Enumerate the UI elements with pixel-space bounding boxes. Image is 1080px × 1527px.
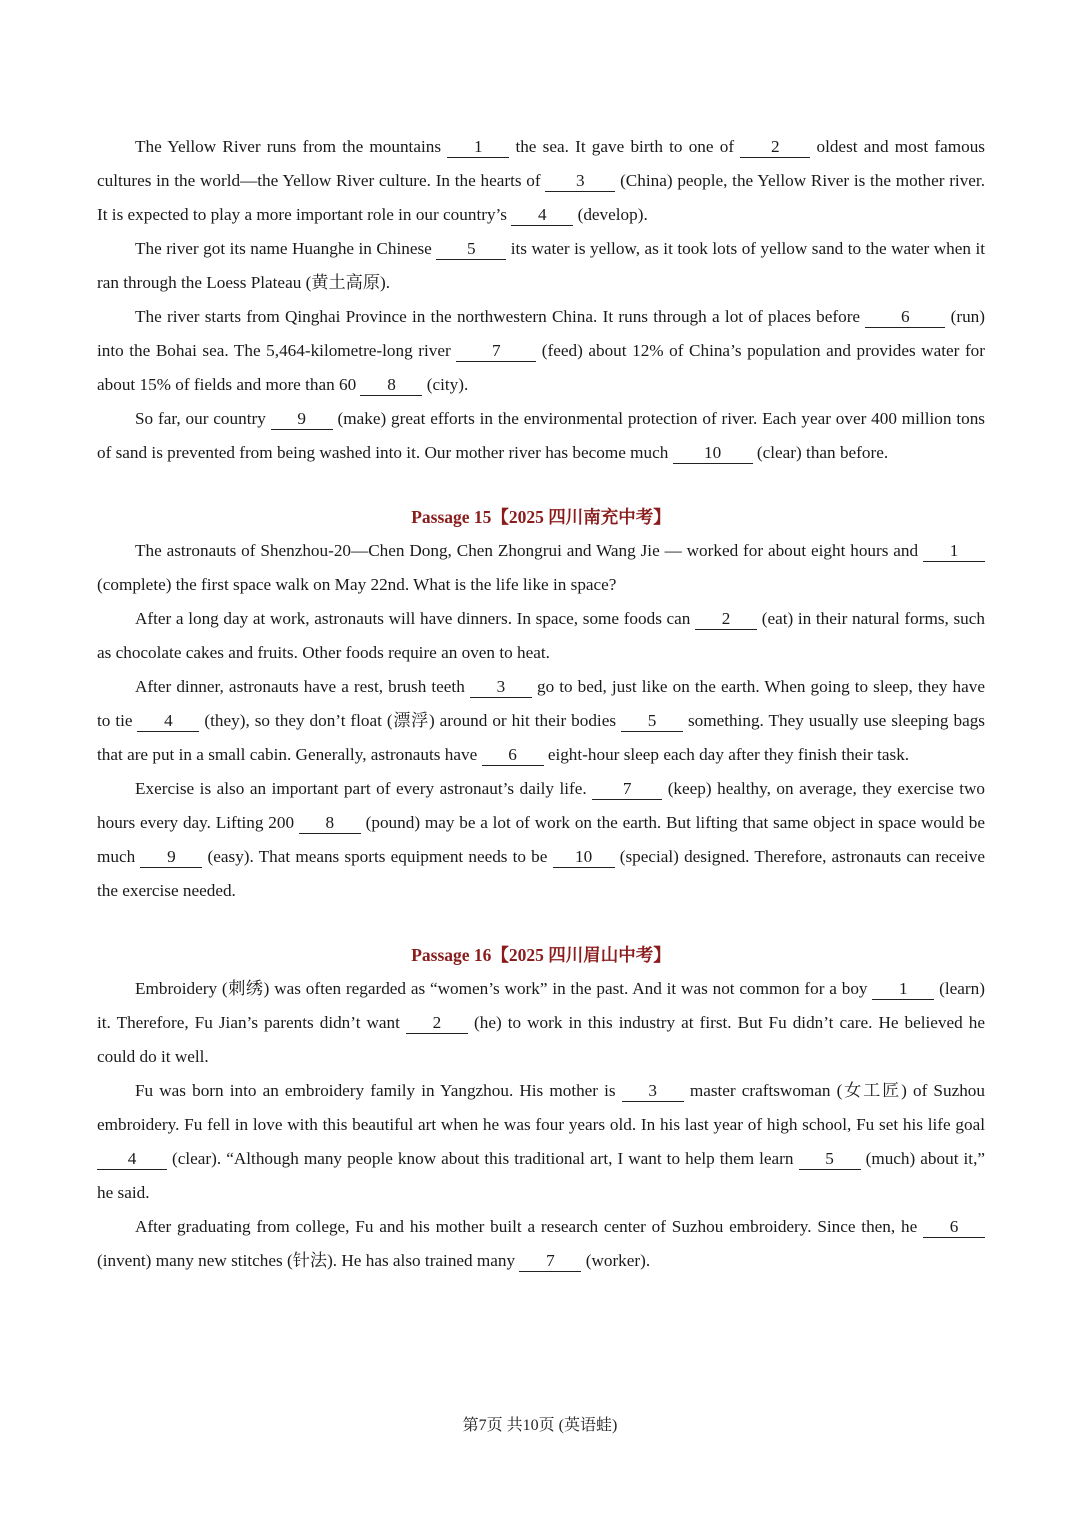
text: (run) into the Bohai sea. The 5,464-kilometre-long river xyxy=(97,307,985,360)
page-content xyxy=(97,130,985,1308)
text: (China) people, the Yellow River is the mother river. It is expected to play a more important role in our country’s xyxy=(97,171,985,224)
paragraph xyxy=(97,1074,985,1210)
passage-16 xyxy=(97,938,985,1278)
blank: 10 xyxy=(553,847,615,868)
text: So far, our country xyxy=(135,409,271,428)
text: Fu was born into an embroidery family in Yangzhou. His mother is xyxy=(135,1081,622,1100)
blank: 9 xyxy=(140,847,202,868)
text: (invent) many new stitches (针法). He has also trained many xyxy=(97,1251,520,1270)
text: (they), so they don’t float (漂浮) around or hit their bodies xyxy=(199,711,621,730)
page-footer: 第7页 共10页 (英语蛙) xyxy=(462,1417,618,1434)
text: After graduating from college, Fu and his mother built a research center of Suzhou embroidery. Since then, he xyxy=(135,1217,923,1236)
text: go to bed, just like on the earth. When going to sleep, they have to tie xyxy=(97,677,985,730)
blank: 1 xyxy=(447,137,509,158)
text: (he) to work in this industry at first. But Fu didn’t care. He believed he could do it well. xyxy=(97,1013,986,1066)
passage-14 xyxy=(97,130,985,470)
paragraph xyxy=(97,972,985,1074)
text: Exercise is also an important part of every astronaut’s daily life. xyxy=(135,779,593,798)
blank: 6 xyxy=(482,745,544,766)
paragraph xyxy=(97,402,985,470)
paragraph xyxy=(97,534,985,602)
text: (clear). “Although many people know about this traditional art, I want to help them learn xyxy=(167,1149,799,1168)
paragraph xyxy=(97,772,985,908)
text: eight-hour sleep each day after they finish their task. xyxy=(543,745,910,764)
paragraph xyxy=(97,130,985,232)
blank: 4 xyxy=(511,205,573,226)
text: (complete) the first space walk on May 22nd. What is the life like in space? xyxy=(97,575,617,594)
blank: 3 xyxy=(470,677,532,698)
paragraph xyxy=(97,232,985,300)
text: (develop). xyxy=(573,205,648,224)
blank: 10 xyxy=(673,443,753,464)
text: (keep) healthy, on average, they exercise two hours every day. Lifting 200 xyxy=(97,779,985,832)
text: something. They usually use sleeping bags that are put in a small cabin. Generally, astronauts have xyxy=(97,711,985,764)
blank: 3 xyxy=(622,1081,684,1102)
blank: 7 xyxy=(519,1251,581,1272)
passage-title: Passage 16【2025 四川眉山中考】 xyxy=(411,945,671,965)
text: oldest and most famous cultures in the world—the Yellow River culture. In the hearts of xyxy=(97,137,985,190)
blank: 1 xyxy=(923,541,985,562)
text: The astronauts of Shenzhou-20—Chen Dong, Chen Zhongrui and Wang Jie — worked for about eight hours and xyxy=(135,541,923,560)
blank: 1 xyxy=(872,979,934,1000)
blank: 3 xyxy=(545,171,615,192)
text: (city). xyxy=(422,375,469,394)
paragraph xyxy=(97,670,985,772)
text: The Yellow River runs from the mountains xyxy=(135,137,448,156)
text: (make) great efforts in the environmental protection of river. Each year over 400 million tons of sand is prevented from being washed into it. Our mother river has become much xyxy=(97,409,985,462)
text: (feed) about 12% of China’s population and provides water for about 15% of fields and more than 60 xyxy=(97,341,985,394)
text: (pound) may be a lot of work on the earth. But lifting that same object in space would be much xyxy=(97,813,986,866)
passage-15 xyxy=(97,500,985,908)
blank: 8 xyxy=(360,375,422,396)
text: master craftswoman (女工匠) of Suzhou embroidery. Fu fell in love with this beautiful art when he was four years old. In his last year of high school, Fu set his life goal xyxy=(97,1081,985,1134)
text: (much) about it,” he said. xyxy=(97,1149,986,1202)
text: The river got its name Huanghe in Chinese xyxy=(135,239,437,258)
paragraph xyxy=(97,1210,985,1278)
text: its water is yellow, as it took lots of yellow sand to the water when it ran through the Loess Plateau (黄土高原). xyxy=(97,239,985,292)
paragraph xyxy=(97,300,985,402)
blank: 7 xyxy=(456,341,536,362)
text: (learn) it. Therefore, Fu Jian’s parents didn’t want xyxy=(97,979,985,1032)
blank: 6 xyxy=(865,307,945,328)
text: The river starts from Qinghai Province in the northwestern China. It runs through a lot of places before xyxy=(135,307,866,326)
text: After a long day at work, astronauts will have dinners. In space, some foods can xyxy=(135,609,696,628)
blank: 8 xyxy=(299,813,361,834)
text: (clear) than before. xyxy=(752,443,889,462)
text: (worker). xyxy=(581,1251,651,1270)
blank: 2 xyxy=(695,609,757,630)
blank: 4 xyxy=(97,1149,167,1170)
paragraph xyxy=(97,602,985,670)
blank: 5 xyxy=(621,711,683,732)
passage-title: Passage 15【2025 四川南充中考】 xyxy=(411,507,671,527)
text: (eat) in their natural forms, such as chocolate cakes and fruits. Other foods require an oven to heat. xyxy=(97,609,985,662)
blank: 5 xyxy=(436,239,506,260)
blank: 2 xyxy=(740,137,810,158)
blank: 4 xyxy=(137,711,199,732)
blank: 7 xyxy=(592,779,662,800)
blank: 6 xyxy=(923,1217,985,1238)
text: Embroidery (刺绣) was often regarded as “women’s work” in the past. And it was not common for a boy xyxy=(135,979,873,998)
text: the sea. It gave birth to one of xyxy=(509,137,741,156)
text: (easy). That means sports equipment needs to be xyxy=(202,847,553,866)
text: (special) designed. Therefore, astronauts can receive the exercise needed. xyxy=(97,847,986,900)
blank: 5 xyxy=(799,1149,861,1170)
blank: 2 xyxy=(406,1013,468,1034)
text: After dinner, astronauts have a rest, brush teeth xyxy=(135,677,470,696)
blank: 9 xyxy=(271,409,333,430)
